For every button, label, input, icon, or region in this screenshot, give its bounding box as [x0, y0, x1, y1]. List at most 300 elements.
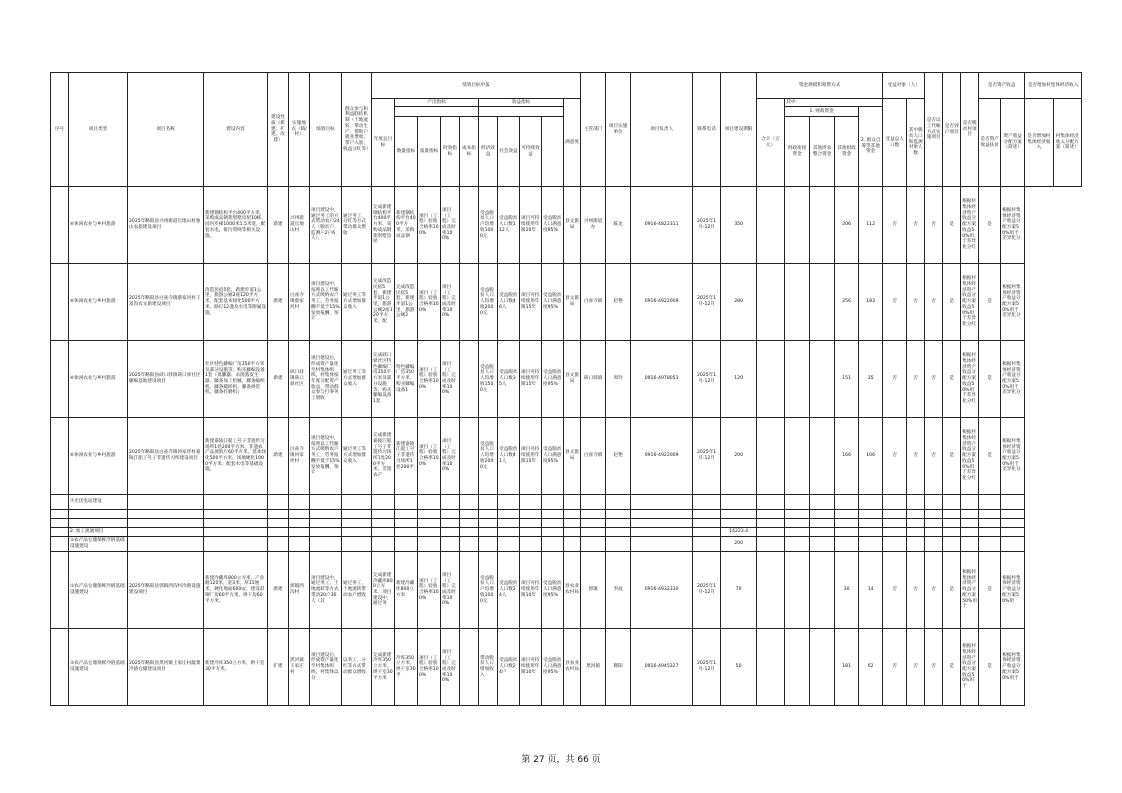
cell-period: [693, 519, 721, 528]
cell-nature: 扩建: [268, 629, 289, 706]
cell-timely: [441, 537, 460, 552]
table-row: [51, 528, 1082, 537]
cell-econ: 受益脱贫人口人均增收2000元: [479, 264, 498, 341]
cell-location: [289, 495, 310, 510]
cell-ai-plan: 根据村集体经济资产收益分配方案收益50%用于差异化分红: [961, 264, 979, 341]
header-econ: 经济效益: [479, 117, 498, 187]
header-output: 产出指标: [395, 99, 479, 107]
cell-timely: 项目（工程）完成及时率100%: [441, 629, 460, 706]
cell-sustain: [520, 510, 542, 519]
cell-mass: [342, 537, 372, 552]
cell-dept: [564, 519, 581, 528]
cell-category: ①农产品仓储保鲜冷链基础设施建设: [69, 552, 128, 629]
cell-nature: [268, 495, 289, 510]
cell-asset-proj: 否: [907, 187, 925, 264]
header-ai-plan: 资产收益分配方案（简述）: [1001, 99, 1025, 187]
cell-qty: 新建嘉陵江船工号子非遗传习场所1处200平: [395, 418, 418, 495]
cell-period: 2025年1月-12月: [693, 629, 721, 706]
cell-f1: [757, 264, 785, 341]
cell-benef-total: [835, 510, 859, 519]
header-location: 实施地点（镇/村）: [289, 73, 310, 187]
cell-f1: [757, 629, 785, 706]
header-asset-proj: 是否到户项目: [943, 73, 961, 187]
cell-poor-village: [925, 495, 943, 510]
cell-satisfy: 受益脱贫人口满意度95%: [542, 629, 564, 706]
cell-col-yes: 是: [979, 264, 1001, 341]
cell-benef-poor: 62: [859, 629, 883, 706]
header-social: 社会效益: [498, 117, 520, 187]
cell-asset-proj: [907, 495, 925, 510]
cell-poor-village: 否: [925, 341, 943, 418]
cell-annual: 完成新建冷藏库800立方米，项目建设中，通过务: [372, 552, 395, 629]
cell-relief: [883, 528, 907, 537]
cell-total: 280: [721, 264, 757, 341]
cell-asset-proj: [907, 519, 925, 528]
cell-mass: 通过务工等方式增加群众收入: [342, 264, 372, 341]
cell-relief: [883, 519, 907, 528]
cell-selfraise: [810, 537, 835, 552]
header-f3: 其他财政资金: [835, 117, 859, 187]
cell-dept: 县文旅局: [564, 187, 581, 264]
cell-econ: [479, 510, 498, 519]
cell-ai-plan: [961, 537, 979, 552]
header-empty: [542, 117, 564, 187]
cell-social: 受益脱贫人口数112人: [498, 187, 520, 264]
cell-location: 硖口驿镇硖口驿社区: [289, 341, 310, 418]
header-period: 项目建设期限: [721, 73, 757, 187]
cell-unit: 郭镇: [581, 552, 606, 629]
cell-f1: [757, 495, 785, 510]
cell-category: ⑥休闲农业与乡村旅游: [69, 264, 128, 341]
header-fiscal: 1. 财政资金: [785, 107, 859, 117]
cell-econ: 受益脱贫人口户均增收1000元: [479, 187, 498, 264]
cell-seq: [51, 629, 69, 706]
cell-f2: [785, 264, 810, 341]
cell-content: 新建嘉陵江船工号子非遗传习场所1处200平方米，非遗农产品展销厅60平方米，基本绿化500平方米，场地硬化1000平方米，配套水电等基础设施。: [204, 418, 268, 495]
table-row: [51, 510, 1082, 519]
cell-dept: 县文旅局: [564, 418, 581, 495]
cell-name: 2025年略阳县兴州街道官地山村象山农旅建设项目: [128, 187, 204, 264]
cell-satisfy: 受益脱贫人口满意度95%: [542, 264, 564, 341]
header-cost: 成本指标: [460, 117, 479, 187]
header-output-sub: [395, 107, 479, 117]
header-collective: 是否增加村集体经济收入: [1025, 73, 1082, 99]
cell-phone: [631, 495, 693, 510]
header-goal: 绩效目标: [310, 73, 342, 187]
cell-benef-poor: 112: [859, 187, 883, 264]
cell-col-yes: [979, 537, 1001, 552]
cell-f2: [785, 341, 810, 418]
cell-period: 2025年1月-12月: [693, 264, 721, 341]
cell-category: ⑥休闲农业与乡村旅游: [69, 187, 128, 264]
cell-poor-village: 否: [925, 264, 943, 341]
cell-col-yes: [979, 510, 1001, 519]
cell-poor-village: [925, 519, 943, 528]
cell-location: 黑河镇王家庄村: [289, 629, 310, 706]
cell-total: 350: [721, 187, 757, 264]
cell-phone: [631, 528, 693, 537]
cell-mass: [342, 510, 372, 519]
header-total: 合计（万元）: [757, 99, 785, 187]
cell-col-plan: 根据村集体经济资产收益分配方案50%用于差异化分: [1001, 341, 1025, 418]
cell-benef-total: [835, 495, 859, 510]
cell-ai-poor: 是: [943, 629, 961, 706]
cell-quality: 项目（工程）验收合格率100%: [418, 264, 441, 341]
header-name: 项目名称: [128, 73, 204, 187]
cell-benef-poor: [859, 537, 883, 552]
cell-sustain: 项目可持续使用年限15年: [520, 418, 542, 495]
cell-benef-total: 166: [835, 418, 859, 495]
cell-ai-poor: 是: [943, 418, 961, 495]
cell-selfraise: [810, 187, 835, 264]
cell-f1: [757, 187, 785, 264]
cell-quality: [418, 537, 441, 552]
cell-mass: 通过务工等方式增加群众收入: [342, 341, 372, 418]
cell-qty: [395, 537, 418, 552]
header-satisfy: 满意度: [564, 99, 581, 187]
cell-col-yes: [979, 519, 1001, 528]
cell-ai-poor: [943, 510, 961, 519]
cell-name: 2025年略阳县郭镇西沟村冷链设施建设项目: [128, 552, 204, 629]
cell-benef-total: [835, 528, 859, 537]
cell-f2: [785, 495, 810, 510]
cell-total: [721, 519, 757, 528]
cell-ai-poor: 是: [943, 341, 961, 418]
cell-poor-village: 否: [925, 187, 943, 264]
cell-dept: 县文旅局: [564, 341, 581, 418]
cell-phone: 0916-4932330: [631, 552, 693, 629]
cell-period: [693, 528, 721, 537]
cell-name: [128, 537, 204, 552]
table-row: [51, 264, 1082, 341]
table-row: [51, 341, 1082, 418]
cell-location: 白雀寺镇何家坪村: [289, 418, 310, 495]
cell-benef-poor: [859, 495, 883, 510]
cell-goal: [310, 528, 342, 537]
cell-goal: [310, 510, 342, 519]
cell-dept: 县农业农村局: [564, 552, 581, 629]
cell-ai-plan: 根据村集体经济资产收益分配方案50%用于: [961, 552, 979, 629]
cell-name: [128, 519, 204, 528]
cell-f2: [785, 519, 810, 528]
cell-nature: 新建: [268, 418, 289, 495]
cell-cost: [460, 629, 479, 706]
cell-phone: 0916-4945327: [631, 629, 693, 706]
cell-f1: [757, 552, 785, 629]
cell-econ: 受益脱贫人口人均增收1500元: [479, 341, 498, 418]
cell-quality: 项目（工程）验收合格率100%: [418, 418, 441, 495]
cell-mass: 以务工、分红等方式带动群众增收: [342, 629, 372, 706]
cell-f1: [757, 519, 785, 528]
cell-social: [498, 528, 520, 537]
cell-social: [498, 537, 520, 552]
cell-dept: [564, 528, 581, 537]
cell-quality: 项目（工程）验收合格率100%: [418, 187, 441, 264]
cell-quality: 项目（工程）验收合格率100%: [418, 629, 441, 706]
cell-poor-village: 否: [925, 418, 943, 495]
header-annual: 年度总目标: [372, 99, 395, 187]
cell-cost: [460, 537, 479, 552]
cell-ai-plan: [961, 510, 979, 519]
table-row: [51, 418, 1082, 495]
cell-content: 社区特色藤编厂房350平方米及部分设施等；购买藤编设备1套（蒸藤器、杀菌蒸发生器，藤条加工机械、藤条编织机、藤条破碎机、藤条拼装机、藤条打磨机）: [204, 341, 268, 418]
cell-mass: 通过务工，分红等方式带动群众增收: [342, 187, 372, 264]
cell-owner: [606, 510, 631, 519]
cell-seq: [51, 510, 69, 519]
cell-dept: [564, 537, 581, 552]
cell-selfraise: [810, 418, 835, 495]
cell-goal: 项目建设中，按照以工代赈方式吸纳农户务工，劳务报酬不低于15%发放报酬，预计: [310, 418, 342, 495]
header-dept: 主管部门: [581, 73, 606, 187]
cell-ai-poor: [943, 528, 961, 537]
cell-total: 50: [721, 629, 757, 706]
cell-social: 受益脱贫人口数24户: [498, 629, 520, 706]
cell-goal: 项目建设后，形成资产量化至村集体组织，村集体按年度分配资产收益，带动群众参与打零务工增收: [310, 341, 342, 418]
header-benef-total: 受益总人口数: [883, 99, 907, 187]
cell-content: 改造民宿5套，新建步道1公里，旅游公厕2座120平方米，配套基本绿化500平方米，路灯12盏及水电等附属设施。: [204, 264, 268, 341]
header-qty: 数量指标: [395, 117, 418, 187]
cell-ai-plan: 根据村集体经济资产收益分配方案收益50%用于: [961, 629, 979, 706]
cell-benef-poor: 106: [859, 418, 883, 495]
cell-col-plan: 根据村集体经济资产收益分配方案50%用于差异化分: [1001, 187, 1025, 264]
cell-timely: 项目（工程）完成及时率100%: [441, 341, 460, 418]
cell-ai-plan: [961, 495, 979, 510]
cell-cost: [460, 418, 479, 495]
cell-location: 郭镇西沟村: [289, 552, 310, 629]
cell-col-plan: [1001, 510, 1025, 519]
cell-col-yes: 是: [979, 629, 1001, 706]
cell-name: 2025年略阳县白雀寺镇何家坪村嘉陵江船工号子非遗传习所建设项目: [128, 418, 204, 495]
cell-name: 2025年略阳县白雀寺镇蔡家河村王富沟农文旅建设项目: [128, 264, 204, 341]
cell-owner: [606, 537, 631, 552]
cell-cost: [460, 187, 479, 264]
cell-sustain: [520, 537, 542, 552]
cell-col-plan: 根据村集体经济资产收益分配方案50%用于: [1001, 629, 1025, 706]
cell-quality: 项目（工程）验收合格率100%: [418, 552, 441, 629]
cell-category: [69, 510, 128, 519]
cell-benef-total: [835, 519, 859, 528]
cell-qty: 冷库350立方米，烘干室30平: [395, 629, 418, 706]
cell-qty: 完成改造民宿5套，新建步道1公里，旅游公厕2: [395, 264, 418, 341]
cell-social: [498, 495, 520, 510]
cell-unit: 黑河镇: [581, 629, 606, 706]
cell-relief: 否: [883, 187, 907, 264]
header-poor-village: 是否脱贫村项目: [961, 73, 979, 187]
cell-qty: [395, 510, 418, 519]
cell-sustain: 项目可持续使用年限10年: [520, 629, 542, 706]
cell-name: [128, 528, 204, 537]
cell-benef-poor: [859, 510, 883, 519]
cell-content: 新建冷库350立方米，烘干室30平方米。: [204, 629, 268, 706]
cell-annual: [372, 528, 395, 537]
header-benefit: 效益指标: [479, 99, 564, 107]
cell-annual: [372, 537, 395, 552]
cell-category: ⑥休闲农业与乡村旅游: [69, 418, 128, 495]
cell-social: [498, 510, 520, 519]
cell-goal: 项目建设中，通过务工、土地流转等方式带动20户30人（其: [310, 552, 342, 629]
cell-qty: 新建冷藏库800立方米: [395, 552, 418, 629]
header-selfraise: 2. 群众自筹等其他资金: [859, 107, 883, 187]
cell-unit: [581, 537, 606, 552]
cell-period: [693, 537, 721, 552]
header-among: 其中：: [785, 99, 883, 107]
cell-poor-village: 否: [925, 629, 943, 706]
cell-benef-total: 151: [835, 341, 859, 418]
cell-qty: [395, 495, 418, 510]
cell-annual: 完成改造民宿5套，新建步道1公里，旅游公厕2座120平方米，配: [372, 264, 395, 341]
header-perf: 绩效目标申报: [372, 73, 581, 99]
cell-phone: 0916-4922009: [631, 264, 693, 341]
table-row: [51, 187, 1082, 264]
cell-benef-poor: [859, 519, 883, 528]
header-owner: 项目负责人: [631, 73, 693, 187]
cell-econ: [479, 519, 498, 528]
cell-unit: [581, 495, 606, 510]
cell-unit: [581, 510, 606, 519]
header-category: 项目类型: [69, 73, 128, 187]
header-benefit-sub: [479, 107, 564, 117]
cell-selfraise: [810, 510, 835, 519]
cell-owner: [606, 519, 631, 528]
cell-social: 受益脱贫人口数46人: [498, 264, 520, 341]
cell-unit: 白雀寺镇: [581, 264, 606, 341]
header-nature: 建设性质（新建、扩建、改建）: [268, 73, 289, 187]
cell-category: ⑦光伏电站建设: [69, 495, 128, 510]
cell-seq: [51, 264, 69, 341]
cell-benef-total: 30: [835, 552, 859, 629]
cell-poor-village: [925, 528, 943, 537]
cell-f1: [757, 537, 785, 552]
cell-qty: 新建钢结构平台400平方米，采购成品钢: [395, 187, 418, 264]
cell-cost: [460, 510, 479, 519]
cell-annual: 完成新建钢结构平台400平方米，采购成品钢架别墅房屋: [372, 187, 395, 264]
header-col-plan: 村集体经济收入分配方案（简述）: [1053, 99, 1081, 187]
cell-f2: [785, 418, 810, 495]
cell-annual: [372, 519, 395, 528]
cell-satisfy: [542, 495, 564, 510]
cell-selfraise: [810, 519, 835, 528]
cell-econ: [479, 528, 498, 537]
header-quality: 质量指标: [418, 117, 441, 187]
cell-ai-poor: [943, 519, 961, 528]
cell-selfraise: [810, 341, 835, 418]
cell-asset-proj: 否: [907, 418, 925, 495]
header-relief: 是否以工代赈方式实施项目: [925, 73, 943, 187]
cell-total: 120: [721, 341, 757, 418]
cell-f1: [757, 510, 785, 519]
cell-timely: [441, 519, 460, 528]
cell-sustain: 项目可持续使用年限20年: [520, 187, 542, 264]
cell-ai-poor: 是: [943, 552, 961, 629]
cell-benef-total: [835, 537, 859, 552]
cell-seq: [51, 552, 69, 629]
cell-goal: 项目建设后，形成资产量化至村集体组织，村集体以分: [310, 629, 342, 706]
cell-category: ⑥休闲农业与乡村旅游: [69, 341, 128, 418]
cell-phone: 0916-4822311: [631, 187, 693, 264]
cell-annual: 完成新建嘉陵江船工号子非遗传习场所1处200平方米，非遗农产: [372, 418, 395, 495]
cell-satisfy: [542, 537, 564, 552]
cell-owner: 李波: [606, 552, 631, 629]
cell-satisfy: 受益脱贫人口满意度95%: [542, 418, 564, 495]
cell-total: 70: [721, 552, 757, 629]
cell-econ: [479, 495, 498, 510]
cell-period: 2025年1月-12月: [693, 418, 721, 495]
cell-timely: [441, 510, 460, 519]
cell-category: ①农产品仓储保鲜冷链基础设施建设: [69, 537, 128, 552]
cell-quality: 项目（工程）验收合格率100%: [418, 341, 441, 418]
cell-phone: 0916-4922009: [631, 418, 693, 495]
cell-econ: 受益脱贫人口户均增收1000元: [479, 552, 498, 629]
cell-seq: [51, 519, 69, 528]
cell-cost: [460, 341, 479, 418]
cell-benef-total: 206: [835, 187, 859, 264]
cell-mass: [342, 519, 372, 528]
cell-selfraise: [810, 528, 835, 537]
cell-col-yes: 是: [979, 341, 1001, 418]
cell-mass: 通过务工等方式增加群众收入: [342, 418, 372, 495]
cell-asset-proj: 否: [907, 629, 925, 706]
cell-relief: 否: [883, 552, 907, 629]
cell-poor-village: [925, 510, 943, 519]
cell-col-yes: [979, 495, 1001, 510]
cell-seq: [51, 528, 69, 537]
cell-f2: [785, 187, 810, 264]
cell-f2: [785, 537, 810, 552]
cell-dept: [564, 495, 581, 510]
cell-dept: 县农业农村局: [564, 629, 581, 706]
cell-satisfy: [542, 528, 564, 537]
cell-seq: [51, 495, 69, 510]
cell-quality: [418, 510, 441, 519]
cell-period: 2025年1月-12月: [693, 187, 721, 264]
cell-category: [69, 519, 128, 528]
cell-sustain: 项目可持续使用年限10年: [520, 552, 542, 629]
table-row: [51, 519, 1082, 528]
cell-asset-proj: [907, 537, 925, 552]
cell-sustain: [520, 495, 542, 510]
cell-f1: [757, 341, 785, 418]
header-timely: 时效指标: [441, 117, 460, 187]
cell-asset-proj: [907, 528, 925, 537]
cell-quality: [418, 495, 441, 510]
cell-timely: 项目（工程）完成及时率100%: [441, 187, 460, 264]
cell-col-plan: [1001, 519, 1025, 528]
cell-timely: 项目（工程）完成及时率100%: [441, 264, 460, 341]
cell-location: [289, 519, 310, 528]
cell-period: [693, 495, 721, 510]
cell-col-plan: [1001, 495, 1025, 510]
cell-goal: [310, 519, 342, 528]
cell-owner: [606, 495, 631, 510]
cell-ai-plan: [961, 519, 979, 528]
cell-phone: [631, 510, 693, 519]
cell-sustain: 项目可持续使用年限15年: [520, 341, 542, 418]
cell-quality: [418, 519, 441, 528]
cell-selfraise: [810, 552, 835, 629]
cell-asset-proj: 否: [907, 264, 925, 341]
cell-total: 200: [721, 418, 757, 495]
cell-unit: [581, 528, 606, 537]
cell-social: 受益脱贫人口数41人: [498, 418, 520, 495]
cell-asset-proj: 否: [907, 552, 925, 629]
cell-ai-poor: [943, 495, 961, 510]
cell-satisfy: 受益脱贫人口满意度95%: [542, 187, 564, 264]
cell-col-plan: 根据村集体经济资产收益分配方案50%用于差异化分: [1001, 418, 1025, 495]
header-beneficiary: 受益对象（人）: [883, 73, 925, 99]
header-f1: 财政衔接资金: [785, 117, 810, 187]
cell-cost: [460, 519, 479, 528]
cell-timely: [441, 495, 460, 510]
